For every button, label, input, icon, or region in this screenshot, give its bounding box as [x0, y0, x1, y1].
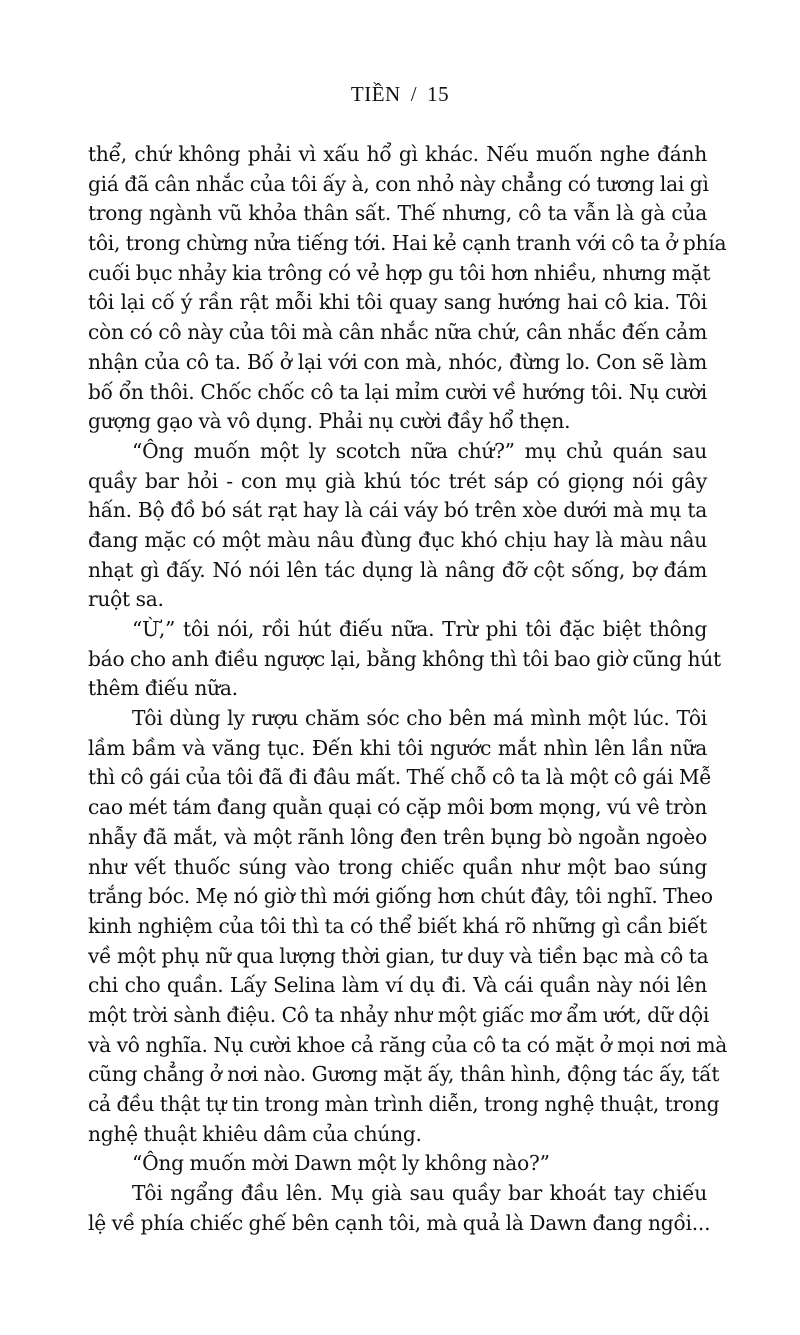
text-line: ruột sa. [88, 587, 164, 612]
text-line: cả đều thật tự tin trong màn trình diễn, trong nghệ thuật, trong [88, 1092, 720, 1116]
text-line: còn có cô này của tôi mà cân nhắc nữa chứ, cân nhắc đến cảm [88, 320, 707, 345]
text-line: nhẫy đã mắt, và một rãnh lông đen trên bụng bò ngoằn ngoèo [88, 824, 707, 849]
text-line: cuối bục nhảy kia trông có vẻ hợp gu tôi hơn nhiều, nhưng mặt [88, 260, 711, 285]
text-line: “Ừ,” tôi nói, rồi hút điếu nữa. Trừ phi tôi đặc biệt thông [132, 617, 707, 641]
text-line: như vết thuốc súng vào trong chiếc quần như một bao súng [88, 854, 707, 879]
text-line: trong ngành vũ khỏa thân sất. Thế nhưng, cô ta vẫn là gà của [88, 201, 707, 226]
text-line: tôi, trong chừng nửa tiếng tới. Hai kẻ cạnh tranh với cô ta ở phía [88, 231, 727, 256]
paragraph [88, 615, 721, 704]
text-line: nghệ thuật khiêu dâm của chúng. [88, 1121, 422, 1146]
header-separator: / [410, 82, 418, 106]
text-line: và vô nghĩa. Nụ cười khoe cả răng của cô ta có mặt ở mọi nơi mà [88, 1032, 728, 1057]
text-line: lầm bầm và văng tục. Đến khi tôi ngước mắt nhìn lên lần nữa [88, 735, 707, 760]
text-line: một trời sành điệu. Cô ta nhảy như một giấc mơ ẩm ướt, dữ dội [88, 1002, 710, 1027]
text-line: nhận của cô ta. Bố ở lại với con mà, nhóc, đừng lo. Con sẽ làm [88, 349, 707, 374]
text-line: gượng gạo và vô dụng. Phải nụ cười đầy hổ thẹn. [88, 409, 571, 434]
chapter-title: TIỀN [350, 82, 401, 106]
paragraph [88, 704, 728, 1149]
paragraph [88, 1179, 711, 1238]
text-line: cao mét tám đang quằn quại có cặp môi bơm mọng, vú vê tròn [88, 795, 707, 820]
text-line: Tôi dùng ly rượu chăm sóc cho bên má mình một lúc. Tôi [132, 706, 707, 731]
text-line: đang mặc có một màu nâu đùng đục khó chịu hay là màu nâu [88, 527, 707, 552]
text-line: Tôi ngẩng đầu lên. Mụ già sau quầy bar khoát tay chiếu [132, 1181, 707, 1206]
text-line: thể, chứ không phải vì xấu hổ gì khác. Nếu muốn nghe đánh [88, 142, 707, 166]
text-line: “Ông muốn mời Dawn một ly không nào?” [132, 1151, 550, 1176]
paragraph [88, 437, 707, 615]
text-line: lệ về phía chiếc ghế bên cạnh tôi, mà quả là Dawn đang ngồi... [88, 1210, 711, 1235]
page-body [88, 140, 728, 1238]
text-line: về một phụ nữ qua lượng thời gian, tư duy và tiền bạc mà cô ta [88, 943, 709, 968]
paragraph [88, 140, 727, 437]
text-line: hấn. Bộ đồ bó sát rạt hay là cái váy bó trên xòe dưới mà mụ ta [88, 498, 707, 523]
text-line: bố ổn thôi. Chốc chốc cô ta lại mỉm cười về hướng tôi. Nụ cười [88, 379, 707, 404]
text-line: “Ông muốn một ly scotch nữa chứ?” mụ chủ quán sau [132, 438, 707, 463]
text-line: trắng bóc. Mẹ nó giờ thì mới giống hơn chút đây, tôi nghĩ. Theo [88, 884, 713, 909]
text-line: kinh nghiệm của tôi thì ta có thể biết khá rõ những gì cần biết [88, 913, 707, 938]
running-header [0, 82, 800, 107]
paragraph [88, 1149, 707, 1179]
text-line: báo cho anh điều ngược lại, bằng không thì tôi bao giờ cũng hút [88, 646, 721, 671]
text-line: giá đã cân nhắc của tôi ấy à, con nhỏ này chẳng có tương lai gì [88, 171, 709, 196]
page-number: 15 [427, 82, 450, 106]
text-line: quầy bar hỏi - con mụ già khú tóc trét sáp có giọng nói gây [88, 468, 707, 493]
text-line: tôi lại cố ý rần rật mỗi khi tôi quay sang hướng hai cô kia. Tôi [88, 290, 707, 315]
text-line: cũng chẳng ở nơi nào. Gương mặt ấy, thân hình, động tác ấy, tất [88, 1062, 720, 1087]
text-line: thêm điếu nữa. [88, 676, 238, 701]
text-line: chi cho quần. Lấy Selina làm ví dụ đi. Và cái quần này nói lên [88, 973, 707, 998]
text-line: thì cô gái của tôi đã đi đâu mất. Thế chỗ cô ta là một cô gái Mễ [88, 765, 712, 790]
text-line: nhạt gì đấy. Nó nói lên tác dụng là nâng đỡ cột sống, bợ đám [88, 557, 707, 582]
